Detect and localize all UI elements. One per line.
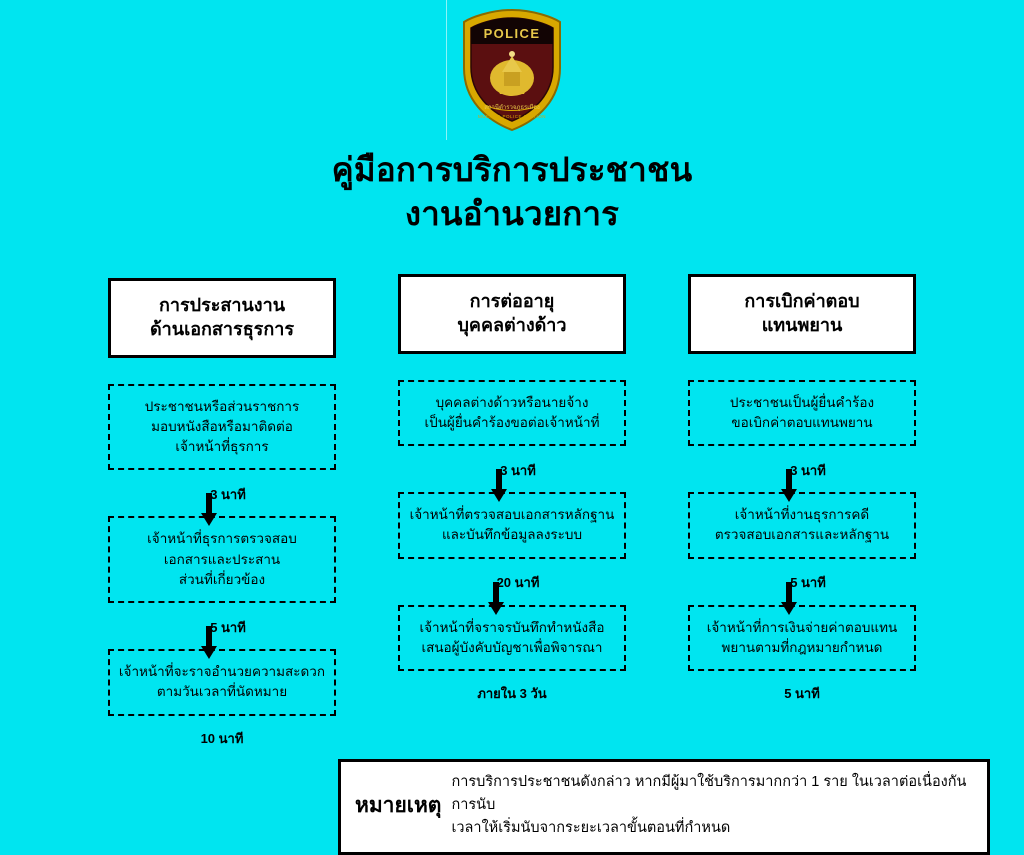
step-line: เอกสารและประสาน	[163, 551, 281, 567]
heading-line-2: บุคคลต่างด้าว	[457, 315, 567, 336]
flow-column-alien-extension	[398, 274, 626, 749]
column-heading	[108, 278, 336, 358]
emblem-container	[0, 8, 1024, 132]
note-line: เวลาให้เริ่มนับจากระยะเวลาขั้นตอนที่กำหนด	[451, 820, 731, 837]
heading-line-1: การประสานงาน	[158, 295, 286, 315]
flow-arrow	[398, 446, 626, 492]
step-line: ประชาชนหรือส่วนราชการ	[144, 398, 300, 414]
flow-arrow	[398, 559, 626, 605]
step-box	[398, 380, 626, 447]
step-box	[688, 605, 916, 672]
flowchart-columns	[0, 278, 1024, 749]
step-line: ตรวจสอบเอกสารและหลักฐาน	[714, 527, 890, 543]
heading-line-2: แทนพยาน	[761, 315, 843, 336]
flow-column-coordination	[108, 278, 336, 749]
flow-arrow	[688, 559, 916, 605]
step-line: ส่วนที่เกี่ยวข้อง	[178, 571, 266, 587]
column-heading	[688, 274, 916, 354]
step-line: เสนอผู้บังคับบัญชาเพื่อพิจารณา	[421, 639, 603, 655]
step-line: ขอเบิกค่าตอบแทนพยาน	[731, 414, 873, 430]
title-line-1: คู่มือการบริการประชาชน	[331, 151, 693, 188]
page-title	[0, 148, 1024, 235]
note-box	[338, 759, 990, 855]
note-label: หมายเหตุ	[355, 794, 442, 818]
heading-line-1: การเบิกค่าตอบ	[744, 291, 860, 311]
arrow-duration-label: 3 นาที	[790, 462, 826, 478]
note-line: การบริการประชาชนดังกล่าว หากมีผู้มาใช้บริการมากกว่า 1 ราย ในเวลาต่อเนื่องกันการนับ	[451, 774, 967, 814]
step-box	[108, 384, 336, 471]
heading-line-1: การต่ออายุ	[469, 291, 555, 311]
title-line-2: งานอำนวยการ	[404, 194, 620, 232]
step-line: เป็นผู้ยื่นคำร้องขอต่อเจ้าหน้าที่	[424, 414, 600, 430]
column-heading	[398, 274, 626, 354]
step-line: ตามวันเวลาที่นัดหมาย	[156, 684, 288, 700]
svg-text:POLICE: POLICE	[483, 26, 541, 41]
column-total-label: ภายใน 3 วัน	[477, 686, 547, 702]
step-line: ประชาชนเป็นผู้ยื่นคำร้อง	[729, 394, 875, 410]
step-line: และบันทึกข้อมูลลงระบบ	[441, 527, 583, 543]
step-box	[108, 649, 336, 716]
step-line: พยานตามที่กฎหมายกำหนด	[721, 639, 883, 655]
step-line: เจ้าหน้าที่จราจรบันทึกทำหนังสือ	[419, 619, 605, 635]
step-line: เจ้าหน้าที่จะราจอำนวยความสะดวก	[118, 664, 326, 680]
step-box	[108, 516, 336, 603]
step-line: เจ้าหน้าที่ธุรการตรวจสอบ	[147, 531, 297, 547]
heading-line-2: ด้านเอกสารธุรการ	[149, 319, 295, 340]
flow-arrow	[108, 470, 336, 516]
flow-column-witness-reimbursement	[688, 274, 916, 749]
svg-text:สถานีตำรวจภูธรเมือง: สถานีตำรวจภูธรเมือง	[484, 105, 540, 111]
step-box	[688, 380, 916, 447]
step-line: เจ้าหน้าที่ตรวจสอบเอกสารหลักฐาน	[409, 507, 615, 523]
column-total-label: 5 นาที	[784, 686, 820, 702]
step-line: บุคคลต่างด้าวหรือนายจ้าง	[435, 394, 589, 410]
arrow-duration-label: 3 นาที	[210, 486, 246, 502]
arrow-duration-label: 5 นาที	[790, 575, 826, 591]
flow-arrow	[108, 603, 336, 649]
svg-text:MUEANG POLICE STATION: MUEANG POLICE STATION	[477, 114, 547, 119]
flow-arrow	[688, 446, 916, 492]
arrow-duration-label: 20 นาที	[496, 575, 540, 591]
step-line: มอบหนังสือหรือมาติดต่อ	[151, 418, 293, 434]
arrow-duration-label: 3 นาที	[500, 462, 536, 478]
step-line: เจ้าหน้าที่งานธุรการคดี	[734, 507, 870, 523]
step-box	[688, 492, 916, 559]
step-box	[398, 492, 626, 559]
step-line: เจ้าหน้าที่ธุรการ	[175, 439, 269, 455]
note-text	[451, 771, 975, 841]
arrow-duration-label: 5 นาที	[210, 619, 246, 635]
step-line: เจ้าหน้าที่การเงินจ่ายค่าตอบแทน	[706, 619, 898, 635]
step-box	[398, 605, 626, 672]
police-badge-emblem	[456, 8, 568, 132]
column-total-label: 10 นาที	[200, 730, 244, 746]
